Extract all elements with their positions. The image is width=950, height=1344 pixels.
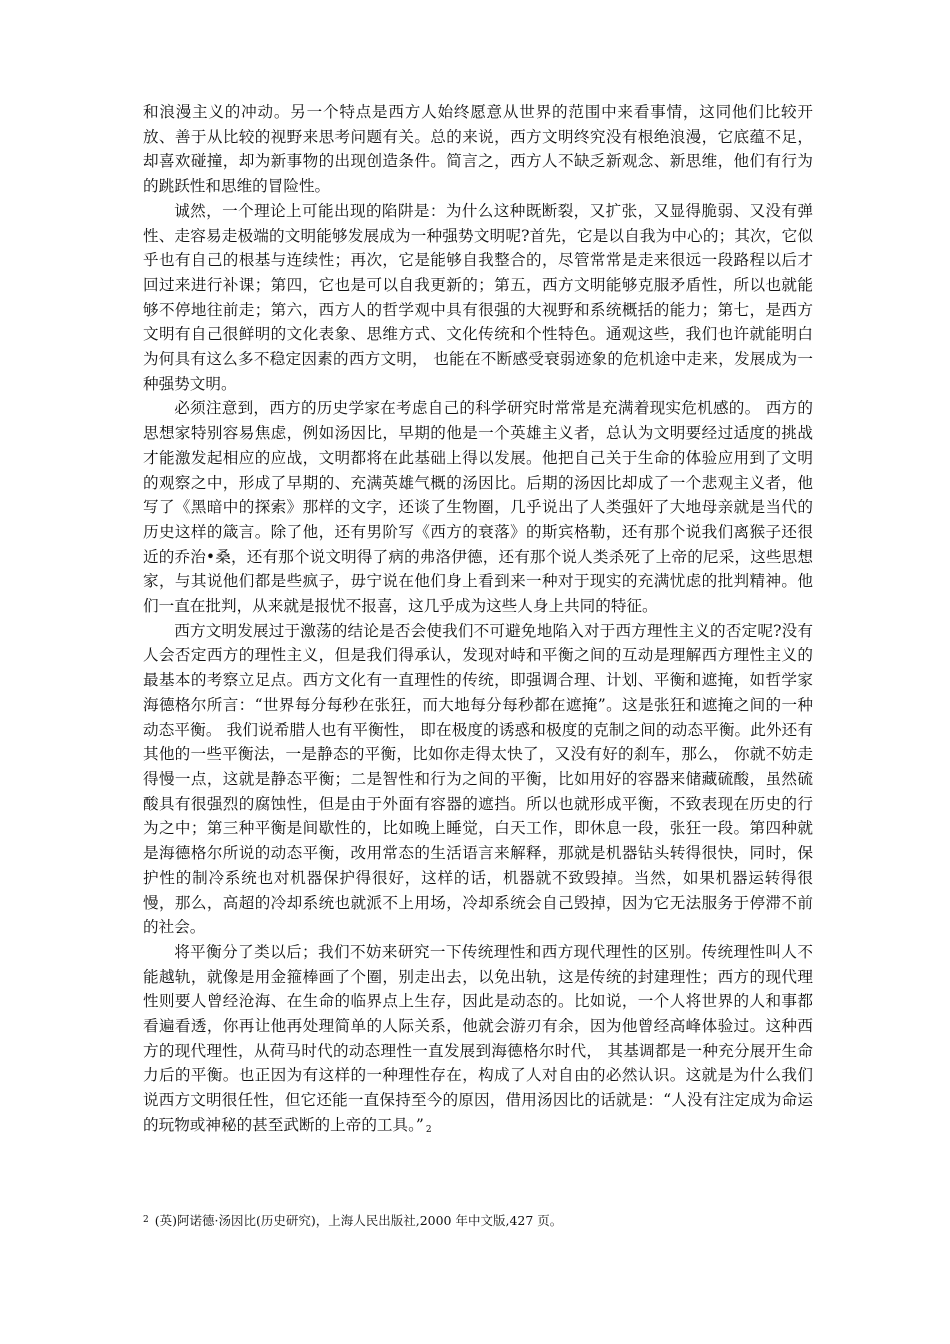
paragraph: 必须注意到，西方的历史学家在考虑自己的科学研究时常常是充满着现实危机感的。 西方的思想家特别容易焦虑，例如汤因比，早期的他是一个英雄主义者，总认为文明要经过适度的挑战才能激发起相应的应战，文明都将在此基础上得以发展。他把自己关于生命的体验应用到了文明的观察之中，形成了早期的、充满英雄气概的汤因比。后期的汤因比却成了一个悲观主义者，他写了《黑暗中的探索》那样的文字，还谈了生物圈，几乎说出了人类强奸了大地母亲就是当代的历史这样的箴言。除了他，还有男阶写《西方的衰落》的斯宾格勒，还有那个说我们离猴子还很近的乔治•桑，还有那个说文明得了病的弗洛伊德，还有那个说人类杀死了上帝的尼采，这些思想家，与其说他们都是些疯子，毋宁说在他们身上看到来一种对于现实的充满忧虑的批判精神。他们一直在批判，从来就是报忧不报喜，这几乎成为这些人身上共同的特征。 <box>143 399 813 616</box>
footnote-text: (英)阿诺德·汤因比(历史研究)，上海人民出版社,2000 年中文版,427 页。 <box>154 1213 563 1228</box>
paragraph-last <box>143 940 813 1141</box>
paragraph: 西方文明发展过于激荡的结论是否会使我们不可避免地陷入对于西方理性主义的否定呢?没有人会否定西方的理性主义，但是我们得承认，发现对峙和平衡之间的互动是理解西方理性主义的最基本的考察立足点。西方文化有一直理性的传统，即强调合理、计划、平衡和遮掩，如哲学家海德格尔所言：“世界每分每秒在张狂，而大地每分每秒都在遮掩”。这是张狂和遮掩之间的一种动态平衡。 我们说希腊人也有平衡性， 即在极度的诱惑和极度的克制之间的动态平衡。此外还有其他的一些平衡法，一是静态的平衡，比如你走得太快了，又没有好的刹车，那么， 你就不妨走得慢一点，这就是静态平衡；二是智性和行为之间的平衡，比如用好的容器来储藏硫酸，虽然硫酸具有很强烈的腐蚀性，但是由于外面有容器的遮挡。所以也就形成平衡，不致表现在历史的行为之中；第三种平衡是间歇性的，比如晚上睡觉，白天工作，即休息一段，张狂一段。第四种就是海德格尔所说的动态平衡，改用常态的生活语言来解释，那就是机器钻头转得很快，同时，保护性的制冷系统也对机器保护得很好，这样的话，机器就不致毁掉。当然，如果机器运转得很慢，那么，高超的冷却系统也就派不上用场，冷却系统会自己毁掉，因为它无法服务于停滞不前的社会。 <box>143 621 813 937</box>
footnote-reference[interactable]: 2 <box>425 1124 432 1135</box>
paragraph-continuation: 和浪漫主义的冲动。另一个特点是西方人始终愿意从世界的范围中来看事情，这同他们比较开放、善于从比较的视野来思考问题有关。总的来说，西方文明终究没有根绝浪漫，它底蕴不足，却喜欢碰撞，却为新事物的出现创造条件。简言之，西方人不缺乏新观念、新思维，他们有行为的跳跃性和思维的冒险性。 <box>143 103 813 196</box>
body-text <box>143 100 813 1141</box>
footnote-number: 2 <box>143 1215 149 1225</box>
footnote <box>143 1212 813 1232</box>
paragraph-text: 将平衡分了类以后；我们不妨来研究一下传统理性和西方现代理性的区别。传统理性叫人不能越轨，就像是用金箍棒画了个圈，别走出去，以免出轨，这是传统的封建理性；西方的现代理性则要人曾经沧海、在生命的临界点上生存，因此是动态的。比如说，一个人将世界的人和事都看遍看透，你再让他再处理简单的人际关系，他就会游刃有余，因为他曾经高峰体验过。这种西方的现代理性，从荷马时代的动态理性一直发展到海德格尔时代， 其基调都是一种充分展开生命力后的平衡。也正因为有这样的一种理性存在，构成了人对自由的必然认识。这就是为什么我们说西方文明很任性，但它还能一直保持至今的原因，借用汤因比的话就是：“人没有注定成为命运的玩物或神秘的甚至武断的上帝的工具。” <box>143 942 813 1134</box>
paragraph: 诚然，一个理论上可能出现的陷阱是：为什么这种既断裂，又扩张，又显得脆弱、又没有弹性、走容易走极端的文明能够发展成为一种强势文明呢?首先，它是以自我为中心的；其次，它似乎也有自己的根基与连续性；再次，它是能够自我整合的，尽管常常是走来很远一段路程以后才回过来进行补课；第四，它也是可以自我更新的；第五，西方文明能够克服矛盾性，所以也就能够不停地往前走；第六，西方人的哲学观中具有很强的大视野和系统概括的能力；第七，是西方文明有自己很鲜明的文化表象、思维方式、文化传统和个性特色。通观这些，我们也许就能明白为何具有这么多不稳定因素的西方文明， 也能在不断感受衰弱迹象的危机途中走来，发展成为一种强势文明。 <box>143 201 813 393</box>
